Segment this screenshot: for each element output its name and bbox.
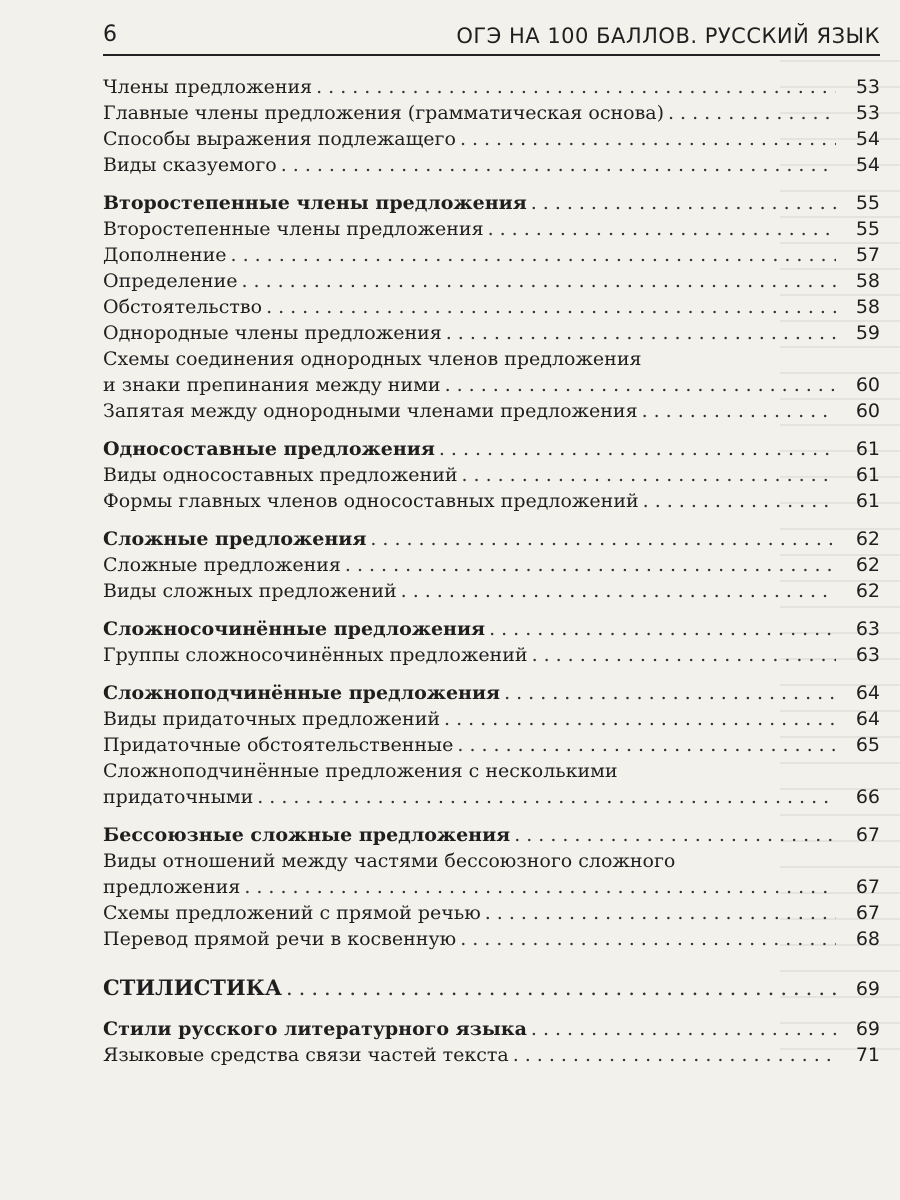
- toc-entry[interactable]: [103, 294, 880, 320]
- toc-entry-page: 58: [855, 296, 880, 318]
- toc-entry-page: 67: [855, 902, 880, 924]
- toc-entry[interactable]: [103, 526, 880, 552]
- toc-entry-label: Формы главных членов односоставных предложений: [103, 490, 639, 512]
- toc-entry[interactable]: [103, 462, 880, 488]
- toc-entry-page: 59: [855, 322, 880, 344]
- toc-entry-label: Сложносочинённые предложения: [103, 618, 486, 640]
- toc-entry[interactable]: [103, 100, 880, 126]
- dot-leader: [532, 642, 836, 668]
- toc-entry[interactable]: [103, 190, 880, 216]
- toc-entry-label: Сложноподчинённые предложения: [103, 682, 501, 704]
- dot-leader: [345, 552, 836, 578]
- toc-entry-page: 60: [855, 374, 880, 396]
- toc-entry-page: 64: [855, 708, 880, 730]
- toc-entry-label: предложения: [103, 876, 241, 898]
- toc-entry-label: СТИЛИСТИКА: [103, 975, 282, 1000]
- toc-entry[interactable]: [103, 74, 880, 100]
- dot-leader: [488, 216, 836, 242]
- toc-entry-page: 67: [855, 876, 880, 898]
- toc-entry-label: Главные члены предложения (грамматическая основа): [103, 102, 665, 124]
- toc-entry-label: Второстепенные члены предложения: [103, 192, 527, 214]
- toc-entry-page: 61: [855, 464, 880, 486]
- toc-entry-label-line1: Схемы соединения однородных членов предложения: [103, 348, 642, 370]
- toc-entry-label: Дополнение: [103, 244, 227, 266]
- dot-leader: [241, 268, 836, 294]
- toc-entry-page: 55: [855, 192, 880, 214]
- dot-leader: [489, 616, 836, 642]
- toc-entry[interactable]: [103, 1016, 880, 1042]
- toc-entry[interactable]: [103, 126, 880, 152]
- dot-leader: [642, 398, 836, 424]
- toc-entry-page: 58: [855, 270, 880, 292]
- toc-entry[interactable]: [103, 974, 880, 1002]
- dot-leader: [231, 242, 836, 268]
- toc-entry-label: Стили русского литературного языка: [103, 1018, 527, 1040]
- dot-leader: [316, 74, 836, 100]
- toc-entry[interactable]: [103, 268, 880, 294]
- toc-entry-page: 71: [855, 1044, 880, 1066]
- toc-entry-page: 53: [855, 102, 880, 124]
- dot-leader: [286, 974, 836, 1002]
- toc-entry-page: 62: [855, 554, 880, 576]
- toc-entry-page: 69: [855, 1018, 880, 1040]
- toc-entry[interactable]: [103, 242, 880, 268]
- dot-leader: [460, 126, 836, 152]
- dot-leader: [444, 706, 836, 732]
- toc-entry-label: Перевод прямой речи в косвенную: [103, 928, 457, 950]
- dot-leader: [504, 680, 836, 706]
- toc-entry-label: Второстепенные члены предложения: [103, 218, 484, 240]
- toc-entry-page: 60: [855, 400, 880, 422]
- dot-leader: [281, 152, 836, 178]
- toc-entry-label: Обстоятельство: [103, 296, 263, 318]
- toc-entry[interactable]: [103, 398, 880, 424]
- toc-entry-page: 64: [855, 682, 880, 704]
- toc-entry[interactable]: [103, 578, 880, 604]
- toc-entry-page: 69: [855, 978, 880, 1000]
- toc-entry-page: 55: [855, 218, 880, 240]
- toc-entry-page: 57: [855, 244, 880, 266]
- dot-leader: [457, 732, 836, 758]
- toc-entry-label: Группы сложносочинённых предложений: [103, 644, 528, 666]
- toc-entry[interactable]: [103, 436, 880, 462]
- table-of-contents: [103, 74, 880, 1068]
- toc-entry[interactable]: [103, 152, 880, 178]
- toc-entry-page: 53: [855, 76, 880, 98]
- dot-leader: [401, 578, 836, 604]
- toc-entry-label: Однородные члены предложения: [103, 322, 442, 344]
- dot-leader: [266, 294, 836, 320]
- dot-leader: [643, 488, 836, 514]
- page-header: [103, 18, 880, 56]
- dot-leader: [531, 1016, 836, 1042]
- toc-entry-page: 62: [855, 580, 880, 602]
- dot-leader: [445, 372, 836, 398]
- toc-entry-label: Виды односоставных предложений: [103, 464, 458, 486]
- toc-entry-label: Сложные предложения: [103, 554, 341, 576]
- page-number: 6: [103, 22, 117, 47]
- toc-entry-label: и знаки препинания между ними: [103, 374, 441, 396]
- toc-entry[interactable]: [103, 488, 880, 514]
- toc-entry[interactable]: [103, 216, 880, 242]
- toc-entry-page: 54: [855, 154, 880, 176]
- toc-entry-label: Определение: [103, 270, 238, 292]
- dot-leader: [513, 1042, 836, 1068]
- dot-leader: [485, 900, 836, 926]
- toc-entry-label: Виды сказуемого: [103, 154, 277, 176]
- toc-entry[interactable]: [103, 552, 880, 578]
- toc-entry-label-line1: Виды отношений между частями бессоюзного сложного: [103, 850, 676, 872]
- toc-entry-label-line1: Сложноподчинённые предложения с несколькими: [103, 760, 618, 782]
- toc-entry-label: Запятая между однородными членами предложения: [103, 400, 638, 422]
- toc-entry[interactable]: [103, 680, 880, 706]
- dot-leader: [514, 822, 836, 848]
- toc-entry-label: Члены предложения: [103, 76, 313, 98]
- toc-entry-page: 61: [855, 438, 880, 460]
- toc-entry-page: 67: [855, 824, 880, 846]
- dot-leader: [257, 784, 836, 810]
- dot-leader: [244, 874, 836, 900]
- toc-entry-label: Виды сложных предложений: [103, 580, 397, 602]
- toc-entry[interactable]: [103, 758, 880, 810]
- toc-entry-label: Придаточные обстоятельственные: [103, 734, 454, 756]
- toc-entry-label: придаточными: [103, 786, 254, 808]
- dot-leader: [446, 320, 836, 346]
- toc-entry-page: 63: [855, 618, 880, 640]
- toc-entry-page: 68: [855, 928, 880, 950]
- toc-entry-label: Языковые средства связи частей текста: [103, 1044, 509, 1066]
- dot-leader: [460, 926, 836, 952]
- toc-entry-label: Односоставные предложения: [103, 438, 435, 460]
- toc-entry-label: Виды придаточных предложений: [103, 708, 441, 730]
- toc-entry-label: Бессоюзные сложные предложения: [103, 824, 511, 846]
- toc-entry[interactable]: [103, 320, 880, 346]
- toc-entry[interactable]: [103, 706, 880, 732]
- toc-entry[interactable]: [103, 900, 880, 926]
- toc-entry-label: Сложные предложения: [103, 528, 367, 550]
- toc-entry[interactable]: [103, 732, 880, 758]
- toc-entry-page: 66: [855, 786, 880, 808]
- toc-entry-page: 61: [855, 490, 880, 512]
- dot-leader: [462, 462, 836, 488]
- dot-leader: [531, 190, 836, 216]
- toc-entry[interactable]: [103, 848, 880, 900]
- toc-entry[interactable]: [103, 926, 880, 952]
- toc-entry[interactable]: [103, 1042, 880, 1068]
- toc-entry[interactable]: [103, 616, 880, 642]
- toc-entry[interactable]: [103, 642, 880, 668]
- dot-leader: [439, 436, 836, 462]
- toc-entry-page: 65: [855, 734, 880, 756]
- toc-entry-page: 63: [855, 644, 880, 666]
- dot-leader: [370, 526, 836, 552]
- toc-entry-page: 54: [855, 128, 880, 150]
- toc-entry[interactable]: [103, 346, 880, 398]
- toc-entry-page: 62: [855, 528, 880, 550]
- dot-leader: [668, 100, 836, 126]
- running-title: ОГЭ НА 100 БАЛЛОВ. РУССКИЙ ЯЗЫК: [456, 24, 880, 48]
- toc-entry-label: Способы выражения подлежащего: [103, 128, 456, 150]
- toc-entry[interactable]: [103, 822, 880, 848]
- toc-entry-label: Схемы предложений с прямой речью: [103, 902, 481, 924]
